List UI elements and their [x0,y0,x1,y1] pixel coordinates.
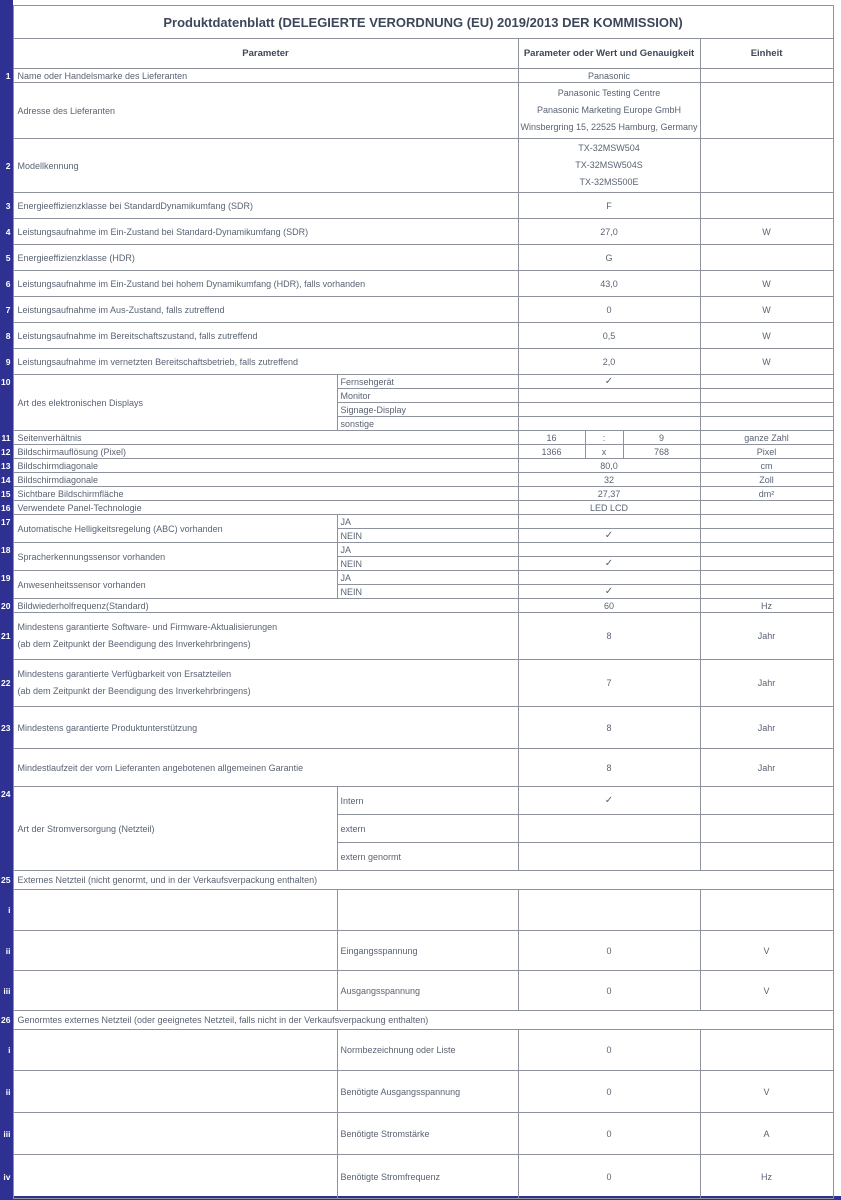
unit-cell [700,375,833,389]
parameter-label [13,613,518,660]
table-row [0,375,833,389]
unit-cell: cm [700,459,833,473]
table-row [0,749,833,787]
parameter-label [13,1071,337,1113]
value-cell [518,139,700,193]
value-cell: 32 [518,473,700,487]
value-cell-line: Panasonic Marketing Europe GmbH [536,105,682,115]
parameter-label [13,931,337,971]
parameter-label: Bildschirmdiagonale [13,459,518,473]
page-title: Produktdatenblatt (DELEGIERTE VERORDNUNG (EU) 2019/2013 DER KOMMISSION) [13,6,833,39]
parameter-label: Seitenverhältnis [13,431,518,445]
unit-cell: V [700,1071,833,1113]
table-row [0,83,833,139]
parameter-label: Bildschirmdiagonale [13,473,518,487]
parameter-label: Automatische Helligkeitsregelung (ABC) vorhanden [13,515,337,543]
value-cell: 0 [518,1030,700,1071]
table-row [0,501,833,515]
row-number: 22 [1,678,11,688]
row-number: 26 [1,1015,11,1025]
table-row [0,219,833,245]
value-cell: F [518,193,700,219]
value-cell: 27,37 [518,487,700,501]
section-label: Genormtes externes Netzteil (oder geeignetes Netzteil, falls nicht in der Verkaufsverpackung enthalten) [13,1011,833,1030]
unit-cell [700,403,833,417]
title-row [0,6,833,39]
check-icon: ✓ [604,376,614,387]
parameter-label: Mindestens garantierte Produktunterstützung [13,707,518,749]
parameter-label: Sichtbare Bildschirmfläche [13,487,518,501]
unit-cell [700,585,833,599]
parameter-label: Verwendete Panel-Technologie [13,501,518,515]
section-label: Externes Netzteil (nicht genormt, und in der Verkaufsverpackung enthalten) [13,871,833,890]
parameter-label: Art der Stromversorgung (Netzteil) [13,787,337,871]
unit-cell [700,787,833,815]
sub-parameter-label: Signage-Display [337,403,518,417]
unit-cell: W [700,271,833,297]
row-number: 10 [1,376,11,387]
value-cell: G [518,245,700,271]
table-row [0,931,833,971]
unit-cell: A [700,1113,833,1155]
table-row [0,707,833,749]
row-number: 2 [5,160,11,171]
table-row [0,271,833,297]
table-row [0,445,833,459]
parameter-label: Spracherkennungssensor vorhanden [13,543,337,571]
row-number: 4 [5,226,11,237]
value-cell: 1366 [518,445,585,459]
row-number: 8 [5,330,11,341]
row-number [0,6,13,39]
row-number: iv [3,1171,11,1182]
row-number: 6 [5,278,11,289]
table-row [0,297,833,323]
sub-parameter-label: NEIN [337,585,518,599]
value-cell: Panasonic [518,69,700,83]
value-cell [518,375,700,389]
unit-cell: W [700,349,833,375]
value-cell: 8 [518,613,700,660]
parameter-label-line: Mindestens garantierte Verfügbarkeit von Ersatzteilen [17,669,232,679]
value-cell: 0 [518,1155,700,1199]
table-row [0,1113,833,1155]
value-cell-line: TX-32MS500E [579,177,639,187]
sub-parameter-label: Benötigte Stromstärke [337,1113,518,1155]
parameter-label [13,660,518,707]
value-cell: 0 [518,297,700,323]
table-row [0,1071,833,1113]
sub-parameter-label: JA [337,543,518,557]
parameter-label: Modellkennung [13,139,518,193]
row-number [0,39,13,69]
parameter-label: Energieeffizienzklasse (HDR) [13,245,518,271]
unit-cell [700,417,833,431]
value-cell: 8 [518,707,700,749]
check-icon: ✓ [604,530,614,541]
sub-parameter-label: JA [337,515,518,529]
value-cell [518,843,700,871]
table-row [0,787,833,815]
unit-cell: V [700,931,833,971]
section-row [0,871,833,890]
table-row [0,890,833,931]
row-number: 5 [5,252,11,263]
column-header-parameter: Parameter [13,39,518,69]
value-cell [518,403,700,417]
unit-cell [700,1030,833,1071]
parameter-label: Anwesenheitssensor vorhanden [13,571,337,599]
row-number: i [8,905,11,915]
sub-parameter-label: extern [337,815,518,843]
row-number: 15 [1,488,11,499]
unit-cell: dm² [700,487,833,501]
unit-cell: W [700,219,833,245]
row-number: iii [3,1128,11,1139]
sub-parameter-label: Normbezeichnung oder Liste [337,1030,518,1071]
row-number: ii [5,945,11,956]
value-cell: 2,0 [518,349,700,375]
unit-cell: W [700,297,833,323]
sub-parameter-label: JA [337,571,518,585]
row-number: 20 [1,600,11,611]
unit-cell [700,193,833,219]
unit-cell: Jahr [700,707,833,749]
value-cell: LED LCD [518,501,700,515]
parameter-label: Mindestlaufzeit der vom Lieferanten angebotenen allgemeinen Garantie [13,749,518,787]
parameter-label: Art des elektronischen Displays [13,375,337,431]
value-cell: 16 [518,431,585,445]
row-number: 21 [1,631,11,641]
value-cell: 8 [518,749,700,787]
value-cell [518,417,700,431]
value-cell: 0 [518,931,700,971]
column-header-unit: Einheit [700,39,833,69]
value-cell [518,543,700,557]
row-number: iii [3,985,11,996]
table-row [0,139,833,193]
check-icon: ✓ [604,586,614,597]
table-row [0,660,833,707]
unit-cell [700,83,833,139]
row-number: 16 [1,502,11,513]
parameter-label-line: Mindestens garantierte Software- und Firmware-Aktualisierungen [17,622,278,632]
unit-cell [700,815,833,843]
parameter-label: Energieeffizienzklasse bei StandardDynamikumfang (SDR) [13,193,518,219]
table-row [0,971,833,1011]
unit-cell: Hz [700,599,833,613]
value-cell [518,557,700,571]
row-number: 12 [1,446,11,457]
parameter-label-line: (ab dem Zeitpunkt der Beendigung des Inverkehrbringens) [17,686,251,696]
table-row [0,459,833,473]
unit-cell: Hz [700,1155,833,1199]
parameter-label: Adresse des Lieferanten [13,83,518,139]
parameter-label [13,1113,337,1155]
sub-parameter-label: Eingangsspannung [337,931,518,971]
row-number: 11 [1,432,11,443]
column-header-value: Parameter oder Wert und Genauigkeit [518,39,700,69]
table-row [0,599,833,613]
value-cell [518,787,700,815]
table-row [0,473,833,487]
unit-cell: Jahr [700,660,833,707]
parameter-label: Leistungsaufnahme im vernetzten Bereitschaftsbetrieb, falls zutreffend [13,349,518,375]
value-cell [518,585,700,599]
product-datasheet-table [0,5,834,1199]
row-number: 24 [1,788,11,799]
unit-cell [700,571,833,585]
unit-cell [700,389,833,403]
section-row [0,1011,833,1030]
parameter-label: Bildschirmauflösung (Pixel) [13,445,518,459]
unit-cell: Jahr [700,749,833,787]
unit-cell [700,890,833,931]
value-cell: 80,0 [518,459,700,473]
table-row [0,1155,833,1199]
sub-parameter-label: extern genormt [337,843,518,871]
unit-cell: Jahr [700,613,833,660]
value-cell: 0,5 [518,323,700,349]
parameter-label-line: (ab dem Zeitpunkt der Beendigung des Inverkehrbringens) [17,639,251,649]
unit-cell [700,557,833,571]
row-number: 23 [1,722,11,733]
value-separator-cell: x [585,445,623,459]
row-number: 25 [1,875,11,885]
table-row [0,515,833,529]
value-cell: 0 [518,1071,700,1113]
check-icon: ✓ [604,795,614,806]
unit-cell: Pixel [700,445,833,459]
table-row [0,193,833,219]
unit-cell [700,139,833,193]
row-number: 17 [1,516,11,527]
sub-parameter-label: Benötigte Stromfrequenz [337,1155,518,1199]
parameter-label: Leistungsaufnahme im Ein-Zustand bei Standard-Dynamikumfang (SDR) [13,219,518,245]
sub-parameter-label: Intern [337,787,518,815]
sub-parameter-label: Monitor [337,389,518,403]
value-cell: 0 [518,971,700,1011]
row-number: 18 [1,544,11,555]
parameter-label [13,1155,337,1199]
unit-cell [700,501,833,515]
value-cell-line: TX-32MSW504S [575,160,643,170]
row-number: 14 [1,474,11,485]
sub-parameter-label: sonstige [337,417,518,431]
parameter-label: Leistungsaufnahme im Aus-Zustand, falls zutreffend [13,297,518,323]
value-cell-line: Winsbergring 15, 22525 Hamburg, Germany [520,122,698,132]
parameter-label: Name oder Handelsmarke des Lieferanten [13,69,518,83]
row-number: 3 [5,200,11,211]
row-number: i [8,1045,11,1055]
unit-cell [700,69,833,83]
value-cell: 7 [518,660,700,707]
sub-parameter-label: NEIN [337,557,518,571]
value-cell: 60 [518,599,700,613]
unit-cell: Zoll [700,473,833,487]
value-cell [518,815,700,843]
parameter-label [13,971,337,1011]
table-row [0,69,833,83]
row-number [0,749,13,787]
parameter-label [13,890,337,931]
value-cell: 0 [518,1113,700,1155]
row-number: 19 [1,572,11,583]
sub-parameter-label [337,890,518,931]
table-row [0,571,833,585]
value-cell [518,890,700,931]
sub-parameter-label: Benötigte Ausgangsspannung [337,1071,518,1113]
value-cell [518,529,700,543]
unit-cell [700,245,833,271]
parameter-label [13,1030,337,1071]
value-cell: 9 [623,431,700,445]
unit-cell [700,843,833,871]
row-number: 7 [5,304,11,315]
parameter-label: Leistungsaufnahme im Bereitschaftszustand, falls zutreffend [13,323,518,349]
table-row [0,323,833,349]
row-number [0,83,13,139]
sub-parameter-label: NEIN [337,529,518,543]
table-row [0,613,833,660]
value-cell: 43,0 [518,271,700,297]
row-number: ii [5,1086,11,1097]
table-row [0,431,833,445]
parameter-label: Bildwiederholfrequenz(Standard) [13,599,518,613]
unit-cell [700,543,833,557]
value-cell [518,571,700,585]
unit-cell: W [700,323,833,349]
value-cell: 27,0 [518,219,700,245]
unit-cell: ganze Zahl [700,431,833,445]
table-row [0,1030,833,1071]
column-header-row [0,39,833,69]
value-cell: 768 [623,445,700,459]
table-row [0,245,833,271]
value-cell-line: Panasonic Testing Centre [557,88,661,98]
table-row [0,543,833,557]
value-cell [518,83,700,139]
value-cell [518,389,700,403]
row-number: 9 [5,356,11,367]
value-separator-cell: : [585,431,623,445]
table-row [0,349,833,375]
sub-parameter-label: Ausgangsspannung [337,971,518,1011]
row-number: 13 [1,460,11,471]
unit-cell: V [700,971,833,1011]
value-cell [518,515,700,529]
sub-parameter-label: Fernsehgerät [337,375,518,389]
table-row [0,487,833,501]
unit-cell [700,529,833,543]
value-cell-line: TX-32MSW504 [578,143,640,153]
parameter-label: Leistungsaufnahme im Ein-Zustand bei hohem Dynamikumfang (HDR), falls vorhanden [13,271,518,297]
check-icon: ✓ [604,558,614,569]
row-number: 1 [5,70,11,81]
unit-cell [700,515,833,529]
